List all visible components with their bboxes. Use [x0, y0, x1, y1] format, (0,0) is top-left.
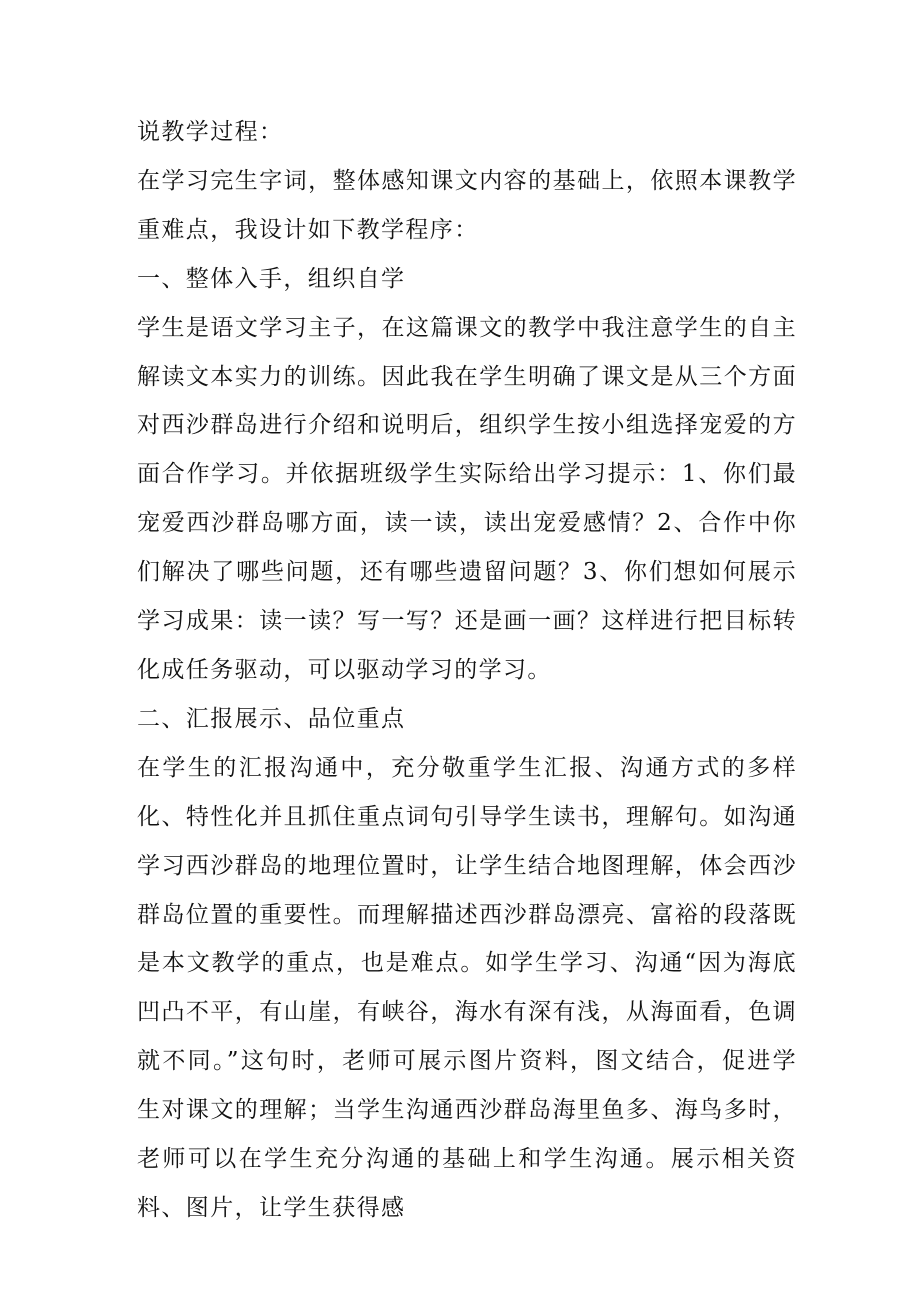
document-heading: 说教学过程： — [137, 119, 284, 145]
section-1-title: 一、整体入手，组织自学 — [137, 265, 406, 292]
intro-paragraph: 在学习完生字词，整体感知课文内容的基础上，依照本课教学重难点，我设计如下教学程序： — [137, 167, 797, 243]
document-body — [137, 108, 797, 1233]
section-1-paragraph: 学生是语文学习主子，在这篇课文的教学中我注意学生的自主解读文本实力的训练。因此我在学生明确了课文是从三个方面对西沙群岛进行介绍和说明后，组织学生按小组选择宠爱的方面合作学习。并依据班级学生实际给出学习提示：1、你们最宠爱西沙群岛哪方面，读一读，读出宠爱感情？2、合作中你们解决了哪些问题，还有哪些遗留问题？3、你们想如何展示学习成果：读一读？写一写？还是画一画？这样进行把目标转化成任务驱动，可以驱动学习的学习。 — [137, 314, 797, 683]
section-2-title: 二、汇报展示、品位重点 — [137, 705, 406, 732]
section-2-paragraph: 在学生的汇报沟通中，充分敬重学生汇报、沟通方式的多样化、特性化并且抓住重点词句引导学生读书，理解句。如沟通学习西沙群岛的地理位置时，让学生结合地图理解，体会西沙群岛位置的重要性。而理解描述西沙群岛漂亮、富裕的段落既是本文教学的重点，也是难点。如学生学习、沟通“因为海底凹凸不平，有山崖，有峡谷，海水有深有浅，从海面看，色调就不同。”这句时，老师可展示图片资料，图文结合，促进学生对课文的理解；当学生沟通西沙群岛海里鱼多、海鸟多时，老师可以在学生充分沟通的基础上和学生沟通。展示相关资料、图片，让学生获得感 — [137, 754, 797, 1221]
